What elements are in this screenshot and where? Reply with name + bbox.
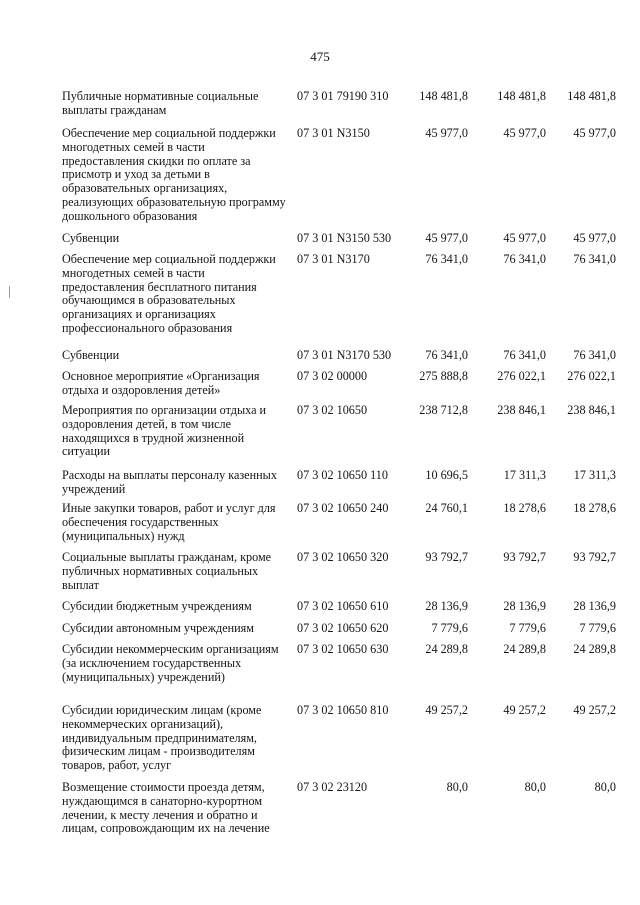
row-name: Возмещение стоимости проезда детям, нуждающимся в санаторно-курортном лечении, к месту лечения и обратно и лицам, сопровождающим их на лечение xyxy=(62,780,270,836)
row-value-3: 49 257,2 xyxy=(573,703,616,717)
row-code: 07 3 02 10650 240 xyxy=(297,501,389,515)
row-value-1: 238 712,8 xyxy=(419,403,468,417)
row-name: Субвенции xyxy=(62,231,120,245)
row-name: Обеспечение мер социальной поддержки многодетных семей в части предоставления скидки по оплате за присмотр и уход за детьми в образовательных организациях, реализующих образовательную программу дошкольного образования xyxy=(62,126,286,223)
row-value-2: 28 136,9 xyxy=(503,599,546,613)
row-value-1: 93 792,7 xyxy=(425,550,468,564)
row-code: 07 3 02 00000 xyxy=(297,369,368,383)
row-value-3: 76 341,0 xyxy=(573,348,616,362)
row-value-1: 7 779,6 xyxy=(431,621,468,635)
row-value-3: 28 136,9 xyxy=(573,599,616,613)
row-value-2: 76 341,0 xyxy=(503,348,546,362)
row-value-3: 18 278,6 xyxy=(573,501,616,515)
row-code: 07 3 02 10650 620 xyxy=(297,621,389,635)
row-name: Публичные нормативные социальные выплаты гражданам xyxy=(62,89,259,117)
row-code: 07 3 02 10650 xyxy=(297,403,368,417)
row-value-3: 93 792,7 xyxy=(573,550,616,564)
row-value-1: 24 760,1 xyxy=(425,501,468,515)
row-value-3: 80,0 xyxy=(594,780,616,794)
row-value-3: 76 341,0 xyxy=(573,252,616,266)
row-value-2: 7 779,6 xyxy=(509,621,546,635)
row-value-1: 45 977,0 xyxy=(425,231,468,245)
row-value-1: 24 289,8 xyxy=(425,642,468,656)
row-value-2: 18 278,6 xyxy=(503,501,546,515)
row-value-2: 24 289,8 xyxy=(503,642,546,656)
row-value-1: 45 977,0 xyxy=(425,126,468,140)
row-value-1: 10 696,5 xyxy=(425,468,468,482)
row-name: Мероприятия по организации отдыха и оздоровления детей, в том числе находящихся в трудной жизненной ситуации xyxy=(62,403,267,459)
row-value-2: 45 977,0 xyxy=(503,231,546,245)
row-code: 07 3 01 N3150 xyxy=(297,126,370,140)
row-code: 07 3 02 10650 810 xyxy=(297,703,389,717)
row-value-1: 28 136,9 xyxy=(425,599,468,613)
row-code: 07 3 01 N3170 xyxy=(297,252,370,266)
row-name: Субвенции xyxy=(62,348,120,362)
row-value-2: 76 341,0 xyxy=(503,252,546,266)
row-name: Иные закупки товаров, работ и услуг для обеспечения государственных (муниципальных) нужд xyxy=(62,501,276,543)
row-name: Социальные выплаты гражданам, кроме публичных нормативных социальных выплат xyxy=(62,550,272,592)
row-value-2: 49 257,2 xyxy=(503,703,546,717)
row-value-3: 7 779,6 xyxy=(579,621,616,635)
row-code: 07 3 01 79190 310 xyxy=(297,89,389,103)
page-number: 475 xyxy=(310,49,330,64)
row-value-2: 17 311,3 xyxy=(503,468,546,482)
margin-mark xyxy=(9,286,10,298)
row-value-1: 76 341,0 xyxy=(425,252,468,266)
row-name: Субсидии некоммерческим организациям (за исключением государственных (муниципальных) учреждений) xyxy=(62,642,279,684)
row-value-1: 275 888,8 xyxy=(419,369,468,383)
row-value-2: 80,0 xyxy=(524,780,546,794)
row-value-3: 238 846,1 xyxy=(567,403,616,417)
row-name: Субсидии бюджетным учреждениям xyxy=(62,599,252,613)
row-value-1: 148 481,8 xyxy=(419,89,468,103)
row-value-3: 148 481,8 xyxy=(567,89,616,103)
row-value-3: 17 311,3 xyxy=(573,468,616,482)
row-code: 07 3 02 10650 320 xyxy=(297,550,389,564)
row-name: Субсидии юридическим лицам (кроме некоммерческих организаций), индивидуальным предпринимателям, физическим лицам - производителям товаров, работ, услуг xyxy=(62,703,262,773)
row-value-3: 45 977,0 xyxy=(573,231,616,245)
row-code: 07 3 02 23120 xyxy=(297,780,368,794)
row-name: Обеспечение мер социальной поддержки многодетных семей в части предоставления бесплатного питания обучающимся в образовательных организациях и организациях профессионального образования xyxy=(62,252,276,335)
row-value-1: 80,0 xyxy=(446,780,468,794)
row-value-2: 148 481,8 xyxy=(497,89,546,103)
row-code: 07 3 02 10650 110 xyxy=(297,468,388,482)
row-value-3: 276 022,1 xyxy=(567,369,616,383)
row-value-3: 45 977,0 xyxy=(573,126,616,140)
row-value-1: 49 257,2 xyxy=(425,703,468,717)
row-value-3: 24 289,8 xyxy=(573,642,616,656)
row-code: 07 3 01 N3150 530 xyxy=(297,231,392,245)
row-value-2: 276 022,1 xyxy=(497,369,546,383)
row-value-2: 238 846,1 xyxy=(497,403,546,417)
row-code: 07 3 02 10650 610 xyxy=(297,599,389,613)
row-value-1: 76 341,0 xyxy=(425,348,468,362)
row-code: 07 3 02 10650 630 xyxy=(297,642,389,656)
row-name: Расходы на выплаты персоналу казенных учреждений xyxy=(62,468,277,496)
row-name: Основное мероприятие «Организация отдыха и оздоровления детей» xyxy=(62,369,260,397)
row-name: Субсидии автономным учреждениям xyxy=(62,621,254,635)
row-code: 07 3 01 N3170 530 xyxy=(297,348,392,362)
row-value-2: 45 977,0 xyxy=(503,126,546,140)
row-value-2: 93 792,7 xyxy=(503,550,546,564)
